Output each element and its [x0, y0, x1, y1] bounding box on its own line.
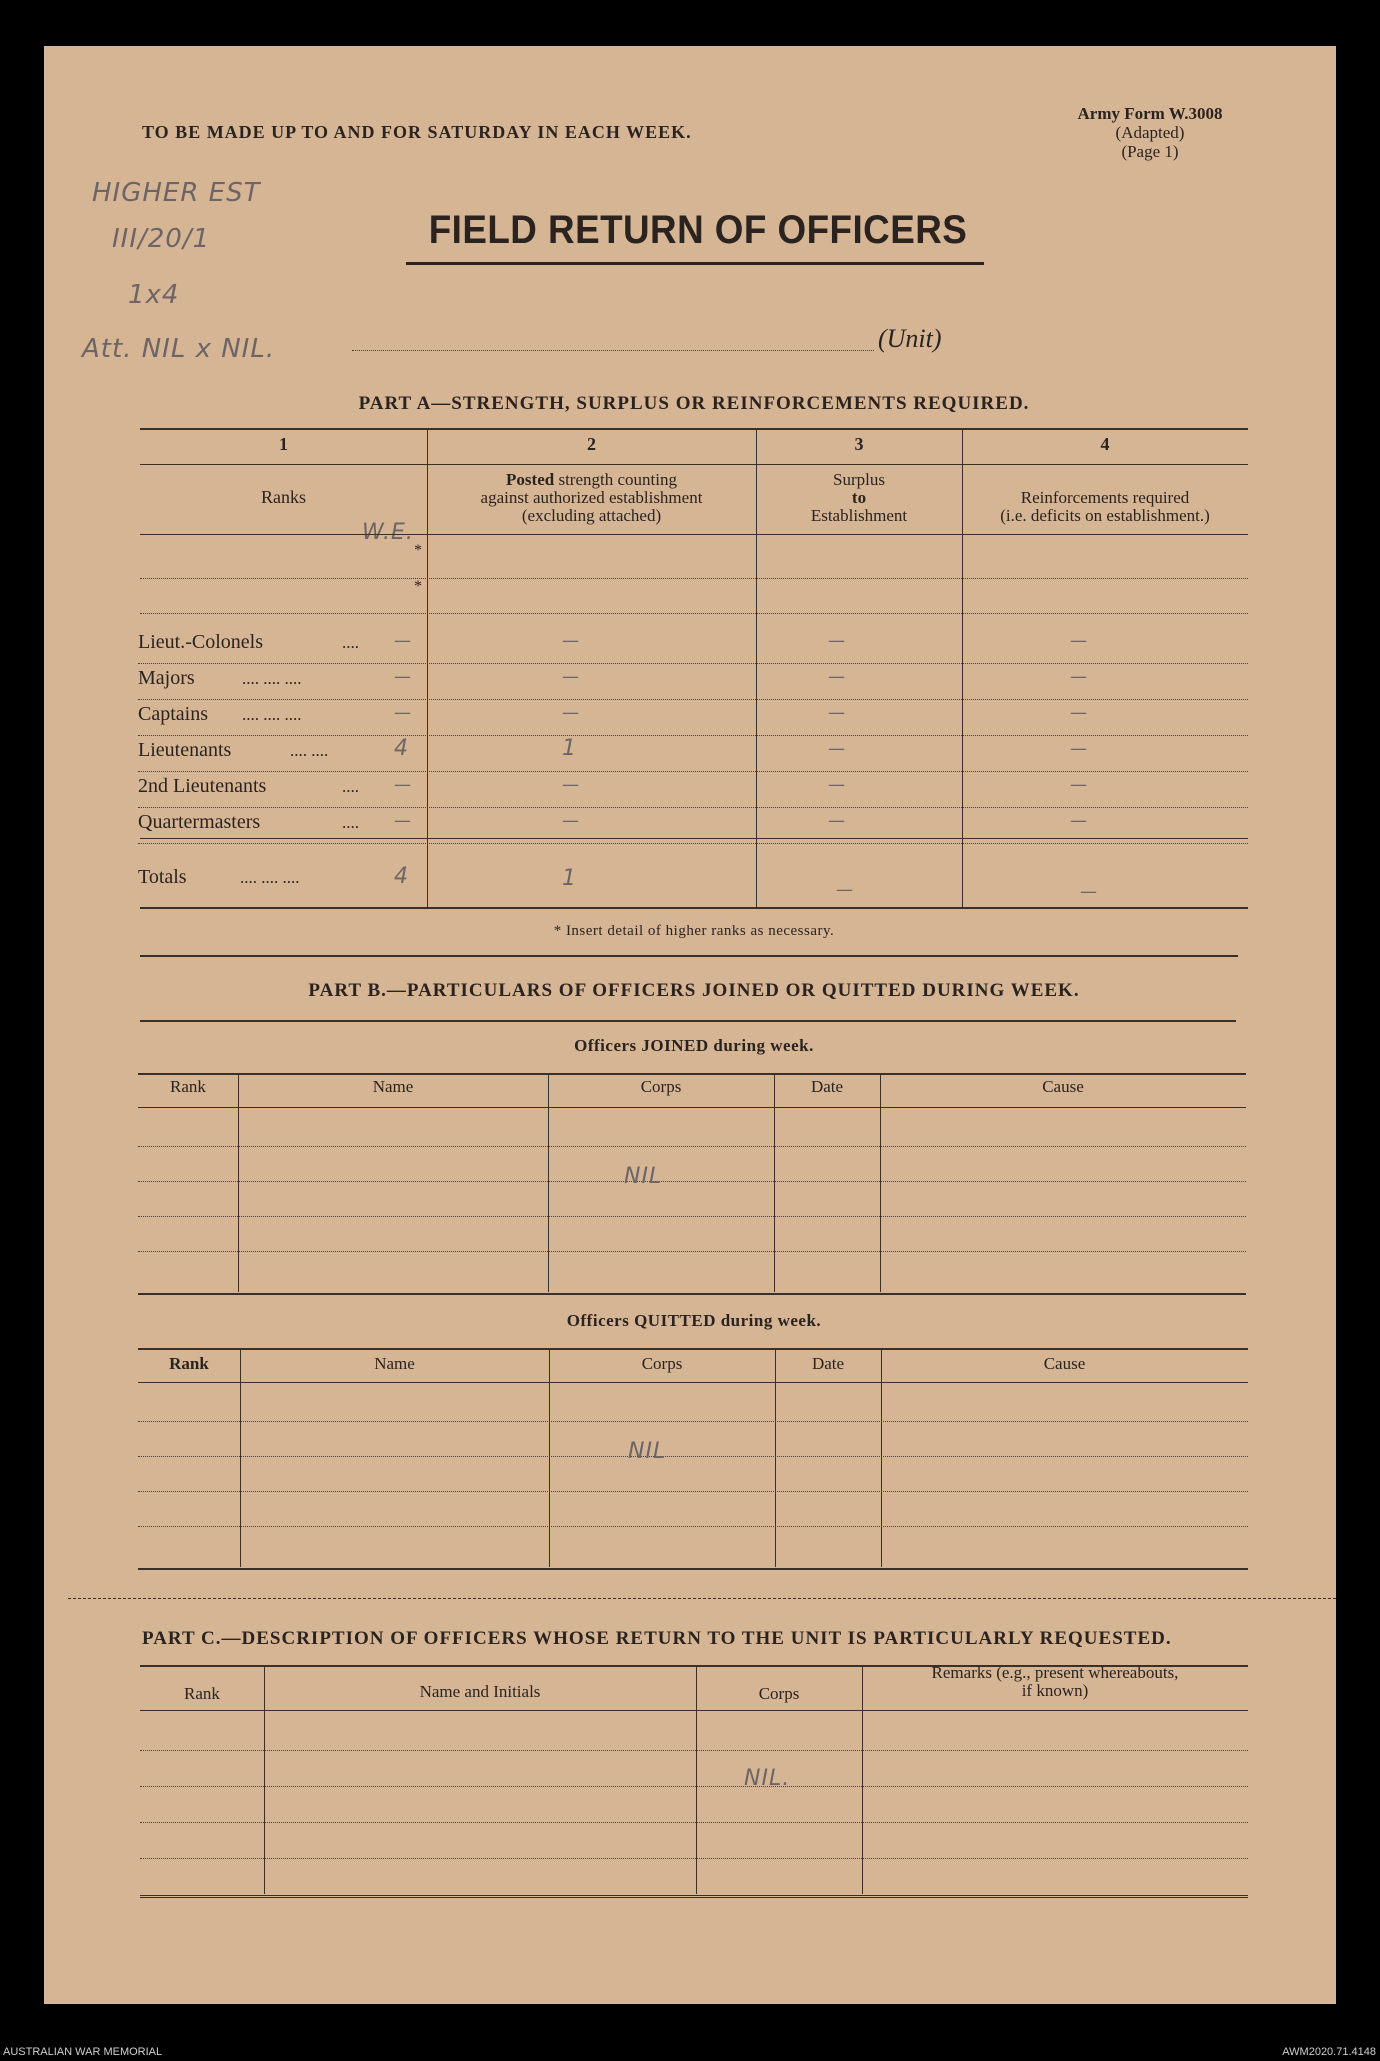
posted-value: — [562, 703, 580, 723]
header-surplus-2: to [851, 488, 867, 507]
rule [138, 1382, 1248, 1383]
col-corps: Corps [641, 1354, 683, 1373]
rule [140, 1895, 1248, 1898]
col-date: Date [811, 1354, 845, 1373]
surplus-value: — [828, 703, 846, 723]
table-row[interactable] [138, 1456, 1248, 1457]
posted-value: — [562, 667, 580, 687]
rank-label: Captains [138, 703, 208, 725]
leader-dots: .... [342, 813, 359, 832]
footnote: * Insert detail of higher ranks as necessary. [553, 923, 835, 939]
handwritten-nil: NIL [628, 1439, 667, 1464]
header-ranks: Ranks [261, 487, 306, 507]
handwritten-note-3: 1x4 [128, 280, 180, 310]
col-cause: Cause [1042, 1077, 1084, 1096]
totals-reinf: — [1080, 882, 1098, 902]
table-row[interactable] [138, 1216, 1246, 1217]
joined-table [138, 1074, 1246, 1292]
rule [138, 1568, 1248, 1570]
table-row[interactable] [138, 1421, 1248, 1422]
rule [140, 428, 1248, 430]
we-value: — [394, 631, 412, 651]
rank-label: 2nd Lieutenants [138, 775, 267, 797]
handwritten-note-1: HIGHER EST [92, 178, 261, 208]
footer-credit: AUSTRALIAN WAR MEMORIAL [3, 2046, 163, 2058]
header-posted-bold: Posted [506, 470, 555, 489]
col-corps: Corps [758, 1684, 800, 1703]
handwritten-note-2: III/20/1 [112, 224, 211, 254]
table-row[interactable] [140, 1750, 1248, 1751]
form-number: Army Form W.3008 [1077, 104, 1223, 123]
table-row [138, 772, 1248, 808]
surplus-value: — [828, 811, 846, 831]
rank-rows [138, 628, 1248, 844]
title-underline [406, 262, 984, 265]
surplus-value: — [828, 667, 846, 687]
col-cause: Cause [1043, 1354, 1086, 1373]
reinf-value: — [1070, 811, 1088, 831]
table-row[interactable] [138, 1251, 1246, 1252]
header-posted-2: against authorized establishment [480, 488, 703, 507]
col-rank: Rank [170, 1077, 206, 1096]
instruction-text: TO BE MADE UP TO AND FOR SATURDAY IN EACH WEEK. [142, 122, 692, 142]
header-posted-3: (excluding attached) [521, 506, 662, 525]
form-adapted: (Adapted) [1115, 123, 1185, 142]
leader-dots: .... .... .... [240, 868, 300, 887]
rank-label: Lieut.-Colonels [138, 631, 263, 653]
reinf-value: — [1070, 739, 1088, 759]
totals-label: Totals [138, 866, 187, 888]
col-number-4: 4 [1100, 434, 1110, 454]
header-surplus [756, 471, 962, 525]
quitted-table [138, 1349, 1248, 1567]
handwritten-note-4: Att. NIL x NIL. [82, 334, 276, 364]
surplus-value: — [828, 631, 846, 651]
header-reinf-1: Reinforcements required [1020, 488, 1190, 507]
rank-label: Quartermasters [138, 811, 261, 833]
reinf-value: — [1070, 703, 1088, 723]
header-reinf-2: (i.e. deficits on establishment.) [1000, 506, 1210, 525]
page-title: FIELD RETURN OF OFFICERS [428, 208, 968, 252]
table-row[interactable] [138, 1491, 1248, 1492]
col-corps: Corps [640, 1077, 682, 1096]
we-value: — [394, 775, 412, 795]
handwritten-we: W.E. [362, 520, 414, 545]
form-page-number: (Page 1) [1121, 142, 1179, 161]
table-row [138, 700, 1248, 736]
table-row[interactable] [140, 1858, 1248, 1859]
rank-label: Majors [138, 667, 195, 689]
col-remarks-2: if known) [1021, 1681, 1089, 1700]
rule [140, 1710, 1248, 1711]
part-b-title: PART B.—PARTICULARS OF OFFICERS JOINED OR QUITTED DURING WEEK. [308, 980, 1080, 1001]
blank-rank-row[interactable] [140, 613, 1248, 614]
form-number-block [1050, 104, 1250, 161]
we-value: 4 [394, 736, 409, 761]
blank-rank-row[interactable] [140, 578, 1248, 579]
col-rank: Rank [169, 1354, 209, 1373]
part-c-title: PART C.—DESCRIPTION OF OFFICERS WHOSE RETURN TO THE UNIT IS PARTICULARLY REQUESTED. [142, 1628, 1172, 1649]
unit-field[interactable] [352, 350, 874, 351]
col-name: Name [374, 1354, 415, 1373]
totals-posted: 1 [562, 866, 577, 891]
asterisk-mark: * [414, 542, 422, 559]
posted-value: — [562, 775, 580, 795]
handwritten-nil: NIL. [744, 1766, 791, 1791]
col-divider [862, 1666, 863, 1894]
header-reinforcements [962, 489, 1248, 525]
leader-dots: .... [342, 777, 359, 796]
rule [140, 907, 1248, 909]
header-posted [427, 471, 756, 525]
col-date: Date [810, 1077, 844, 1096]
posted-value: — [562, 631, 580, 651]
joined-title: Officers JOINED during week. [574, 1036, 814, 1055]
rule [140, 534, 1248, 535]
reinf-value: — [1070, 667, 1088, 687]
header-surplus-3: Establishment [810, 506, 908, 525]
table-row[interactable] [140, 1786, 1248, 1787]
footer-id: AWM2020.71.4148 [1282, 2046, 1376, 2058]
unit-label: (Unit) [878, 324, 942, 353]
posted-value: 1 [562, 736, 577, 761]
leader-dots: .... .... .... [242, 669, 302, 688]
table-row[interactable] [138, 1146, 1246, 1147]
asterisk-mark: * [414, 578, 422, 595]
table-row [138, 736, 1248, 772]
tear-line [68, 1598, 1336, 1599]
table-row[interactable] [140, 1822, 1248, 1823]
table-row[interactable] [138, 1181, 1246, 1182]
rule [140, 464, 1248, 465]
reinf-value: — [1070, 631, 1088, 651]
rule [140, 1020, 1236, 1022]
table-row[interactable] [138, 1526, 1248, 1527]
header-surplus-1: Surplus [833, 470, 885, 489]
table-row [138, 628, 1248, 664]
surplus-value: — [828, 775, 846, 795]
header-posted-1: strength counting [558, 470, 677, 489]
rank-label: Lieutenants [138, 739, 232, 761]
table-row [138, 664, 1248, 700]
leader-dots: .... .... [290, 741, 329, 760]
totals-we: 4 [394, 864, 409, 889]
col-name: Name and Initials [419, 1682, 541, 1701]
rule [138, 1107, 1246, 1108]
rule [138, 1293, 1246, 1295]
requested-table [140, 1663, 1248, 1894]
col-remarks [862, 1664, 1248, 1700]
col-number-1: 1 [279, 434, 288, 454]
handwritten-nil: NIL [624, 1164, 663, 1189]
quitted-title: Officers QUITTED during week. [566, 1311, 822, 1330]
reinf-value: — [1070, 775, 1088, 795]
col-remarks-1: Remarks (e.g., present whereabouts, [931, 1663, 1179, 1682]
surplus-value: — [828, 739, 846, 759]
posted-value: — [562, 811, 580, 831]
col-rank: Rank [184, 1684, 220, 1703]
leader-dots: .... .... .... [242, 705, 302, 724]
leader-dots: .... [342, 633, 359, 652]
we-value: — [394, 703, 412, 723]
col-number-2: 2 [587, 434, 596, 454]
col-number-3: 3 [854, 434, 864, 454]
rule [140, 838, 1248, 839]
we-value: — [394, 811, 412, 831]
totals-surplus: — [836, 880, 854, 900]
col-name: Name [372, 1077, 414, 1096]
we-value: — [394, 667, 412, 687]
part-a-title: PART A—STRENGTH, SURPLUS OR REINFORCEMENTS REQUIRED. [358, 393, 1030, 414]
rule [140, 955, 1238, 957]
